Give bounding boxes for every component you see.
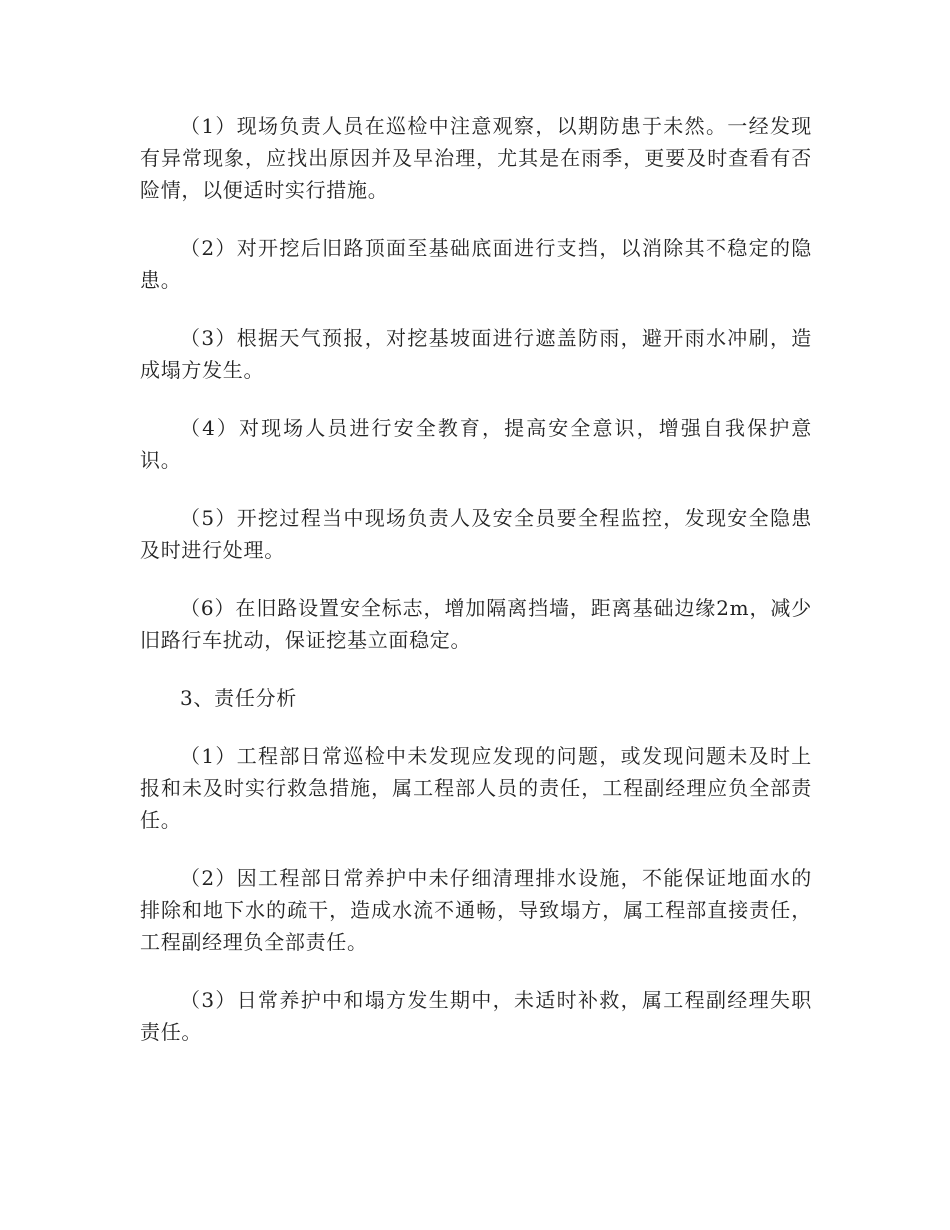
paragraph-responsibility-2: （2）因工程部日常养护中未仔细清理排水设施，不能保证地面水的排除和地下水的疏干，造成水流不通畅，导致塌方，属工程部直接责任，工程副经理负全部责任。 bbox=[140, 866, 812, 954]
document-body bbox=[140, 110, 812, 1074]
paragraph-measure-1: （1）现场负责人员在巡检中注意观察，以期防患于未然。一经发现有异常现象，应找出原因并及早治理，尤其是在雨季，更要及时查看有否险情，以便适时实行措施。 bbox=[140, 114, 812, 202]
paragraph-measure-6: （6）在旧路设置安全标志，增加隔离挡墙，距离基础边缘2m，减少旧路行车扰动，保证挖基立面稳定。 bbox=[140, 596, 812, 652]
paragraph-measure-5: （5）开挖过程当中现场负责人及安全员要全程监控，发现安全隐患及时进行处理。 bbox=[140, 506, 812, 562]
paragraph-measure-4: （4）对现场人员进行安全教育，提高安全意识，增强自我保护意识。 bbox=[140, 416, 812, 472]
section-heading-responsibility: 3、责任分析 bbox=[180, 686, 297, 710]
paragraph-measure-3: （3）根据天气预报，对挖基坡面进行遮盖防雨，避开雨水冲刷，造成塌方发生。 bbox=[140, 326, 812, 382]
paragraph-measure-2: （2）对开挖后旧路顶面至基础底面进行支挡，以消除其不稳定的隐患。 bbox=[140, 236, 812, 292]
paragraph-responsibility-3: （3）日常养护中和塌方发生期中，未适时补救，属工程副经理失职责任。 bbox=[140, 988, 812, 1044]
paragraph-responsibility-1: （1）工程部日常巡检中未发现应发现的问题，或发现问题未及时上报和未及时实行救急措施，属工程部人员的责任，工程副经理应负全部责任。 bbox=[140, 744, 812, 832]
